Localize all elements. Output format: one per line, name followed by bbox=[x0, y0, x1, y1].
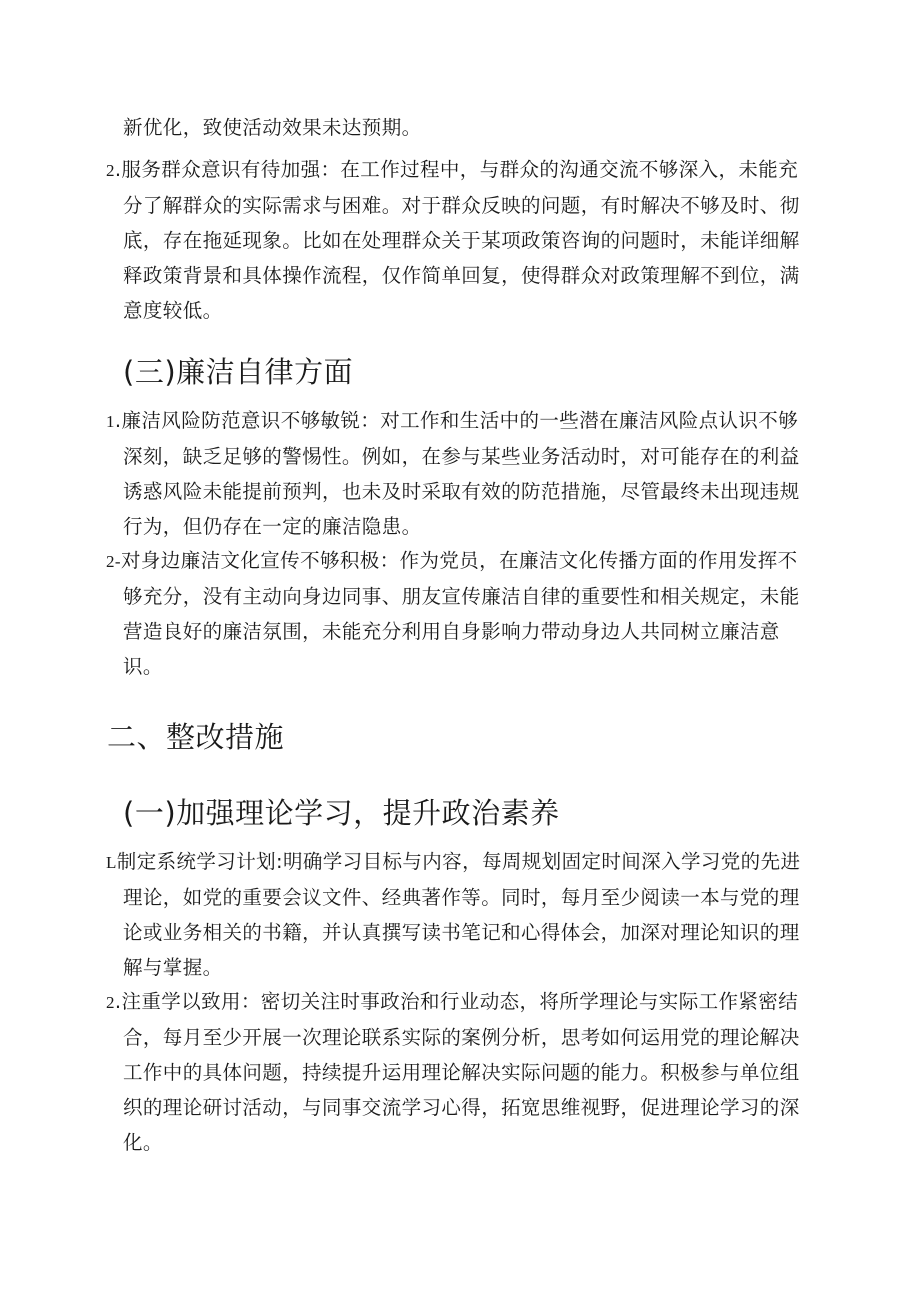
paragraph-text: 新优化，致使活动效果未达预期。 bbox=[123, 116, 422, 139]
section-heading-theory-study: (一)加强理论学习，提升政治素养 bbox=[123, 796, 560, 830]
paragraph-text: 对身边廉洁文化宣传不够积极：作为党员，在廉洁文化传播方面的作用发挥不够充分，没有主动向身边同事、朋友宣传廉洁自律的重要性和相关规定，未能营造良好的廉洁氛围，未能充分利用自身影响力带动身边人共同树立廉洁意识。 bbox=[120, 549, 800, 678]
list-number: 2 bbox=[106, 993, 115, 1012]
paragraph-continuation bbox=[123, 110, 813, 145]
list-item-apply-learning bbox=[106, 984, 813, 1160]
paragraph-text: .注重学以致用：密切关注时事政治和行业动态，将所学理论与实际工作紧密结合，每月至少开展一次理论联系实际的案例分析，思考如何运用党的理论解决工作中的具体问题，持续提升运用理论解决实际问题的能力。积极参与单位组织的理论研讨活动，与同事交流学习心得，拓宽思维视野，促进理论学习的深化。 bbox=[114, 990, 800, 1154]
list-item-service-awareness bbox=[106, 152, 813, 328]
part-heading-rectification: 二、整改措施 bbox=[107, 720, 285, 754]
paragraph-text: 制定系统学习计划:明确学习目标与内容，每周规划固定时间深入学习党的先进理论，如党的重要会议文件、经典著作等。同时，每月至少阅读一本与党的理论或业务相关的书籍，并认真撰写读书笔记和心得体会，加深对理论知识的理解与掌握。 bbox=[116, 850, 801, 979]
list-item-culture-promotion bbox=[106, 543, 813, 684]
list-number: 1 bbox=[106, 412, 115, 431]
section-heading-integrity: (三)廉洁自律方面 bbox=[123, 355, 354, 389]
paragraph-text: .服务群众意识有待加强：在工作过程中，与群众的沟通交流不够深入，未能充分了解群众的实际需求与困难。对于群众反映的问题，有时解决不够及时、彻底，存在拖延现象。比如在处理群众关于某项政策咨询的问题时，未能详细解释政策背景和具体操作流程，仅作简单回复，使得群众对政策理解不到位，满意度较低。 bbox=[114, 158, 800, 322]
list-number: 2- bbox=[106, 552, 121, 571]
list-item-risk-awareness bbox=[106, 403, 813, 544]
list-item-study-plan bbox=[106, 844, 813, 985]
list-number: L bbox=[106, 853, 117, 872]
paragraph-text: .廉洁风险防范意识不够敏锐：对工作和生活中的一些潜在廉洁风险点认识不够深刻，缺乏足够的警惕性。例如，在参与某些业务活动时，对可能存在的利益诱惑风险未能提前预判，也未及时采取有效的防范措施，尽管最终未出现违规行为，但仍存在一定的廉洁隐患。 bbox=[114, 409, 800, 538]
list-number: 2 bbox=[106, 161, 115, 180]
